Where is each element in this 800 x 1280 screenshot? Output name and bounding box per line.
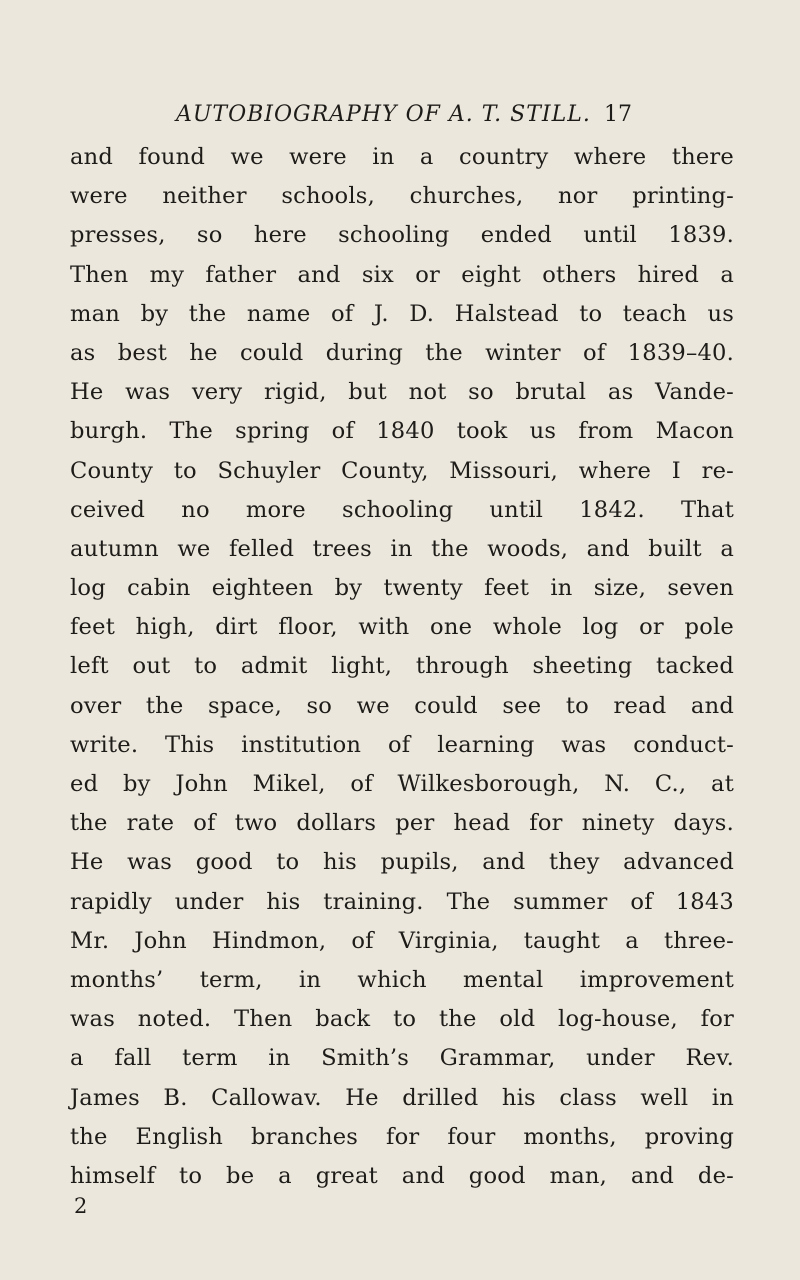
text-line: over the space, so we could see to read and bbox=[70, 692, 734, 719]
text-line: Mr. John Hindmon, of Virginia, taught a three- bbox=[70, 927, 734, 954]
text-line: were neither schools, churches, nor printing- bbox=[70, 183, 734, 210]
body-text bbox=[70, 138, 734, 1196]
text-line: County to Schuyler County, Missouri, where I re- bbox=[70, 457, 734, 484]
text-line: left out to admit light, through sheeting tacked bbox=[70, 653, 734, 680]
text-line: ceived no more schooling until 1842. That bbox=[70, 496, 734, 523]
text-line: as best he could during the winter of 1839–40. bbox=[70, 339, 734, 366]
text-line: He was very rigid, but not so brutal as Vande- bbox=[70, 379, 734, 406]
running-title: AUTOBIOGRAPHY OF A. T. STILL. bbox=[176, 102, 591, 127]
text-line: feet high, dirt floor, with one whole log or pole bbox=[70, 614, 734, 641]
text-line: rapidly under his training. The summer of 1843 bbox=[70, 888, 734, 915]
text-line: He was good to his pupils, and they advanced bbox=[70, 849, 734, 876]
text-line: was noted. Then back to the old log-house, for bbox=[70, 1006, 734, 1033]
text-line: man by the name of J. D. Halstead to teach us bbox=[70, 300, 734, 327]
text-line: a fall term in Smith’s Grammar, under Rev. bbox=[70, 1045, 734, 1072]
signature-mark: 2 bbox=[74, 1194, 88, 1218]
text-line: presses, so here schooling ended until 1839. bbox=[70, 222, 734, 249]
page-number: 17 bbox=[604, 102, 632, 127]
text-line: James B. Callowav. He drilled his class well in bbox=[70, 1084, 734, 1111]
text-line: ed by John Mikel, of Wilkesborough, N. C., at bbox=[70, 771, 734, 797]
text-line: write. This institution of learning was conduct- bbox=[70, 731, 734, 758]
text-line: autumn we felled trees in the woods, and built a bbox=[70, 535, 734, 562]
running-header bbox=[176, 102, 632, 134]
text-line: the rate of two dollars per head for ninety days. bbox=[70, 810, 734, 837]
text-line: months’ term, in which mental improvement bbox=[70, 966, 734, 993]
text-line: burgh. The spring of 1840 took us from Macon bbox=[70, 418, 734, 445]
text-line: and found we were in a country where there bbox=[70, 144, 734, 170]
text-line: himself to be a great and good man, and de- bbox=[70, 1162, 734, 1189]
text-line: Then my father and six or eight others hired a bbox=[70, 261, 734, 288]
text-line: the English branches for four months, proving bbox=[70, 1123, 734, 1150]
text-line: log cabin eighteen by twenty feet in size, seven bbox=[70, 575, 734, 602]
